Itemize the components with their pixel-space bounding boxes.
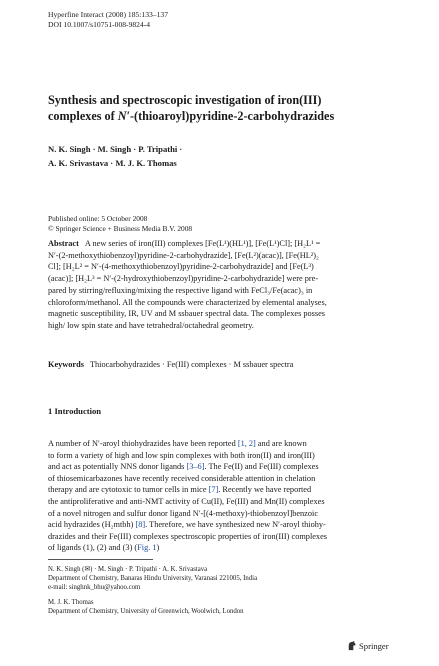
intro-text: acid hydrazides (H₂mtbh) xyxy=(48,520,136,530)
citation-link[interactable]: [8] xyxy=(135,520,146,530)
footnote-authors: N. K. Singh (✉) · M. Singh · P. Tripathi · A. K. Srivastava xyxy=(48,566,208,573)
abstract xyxy=(48,238,394,332)
journal-citation: Hyperfine Interact (2008) 185:133–137 xyxy=(48,10,168,19)
citation-link[interactable]: [7] xyxy=(208,485,219,495)
title-line-2-italic: N′ xyxy=(117,109,130,123)
keywords xyxy=(48,359,394,370)
footnote-department-1: Department of Chemistry, Banaras Hindu University, Varanasi 221005, India xyxy=(48,574,258,582)
keywords-text: Thiocarbohydrazides · Fe(III) complexes · M ssbauer spectra xyxy=(89,360,294,369)
figure-link[interactable]: Fig. 1 xyxy=(137,543,157,553)
springer-horse-icon xyxy=(346,640,357,651)
intro-line-6: the antiproliferative and anti-NMT activity of Cu(II), Fe(III) and Mn(II) complexes xyxy=(48,496,325,506)
citation-link[interactable]: [3–6] xyxy=(186,462,205,472)
title-line-2-pre: complexes of xyxy=(48,109,118,123)
abstract-line-7: magnetic susceptibility, IR, UV and M ssbauer spectral data. The complexes posses xyxy=(48,309,326,319)
author-list xyxy=(48,142,408,170)
intro-text: . Recently we have reported xyxy=(218,485,312,495)
paper-title xyxy=(48,92,408,124)
intro-text: of ligands (1), (2) and (3) ( xyxy=(48,543,138,553)
intro-line-10 xyxy=(48,542,394,554)
footnote-department-2: Department of Chemistry, University of Greenwich, Woolwich, London xyxy=(48,607,244,615)
abstract-label: Abstract xyxy=(48,239,79,248)
journal-header xyxy=(48,10,168,30)
abstract-line-5: pared by stirring/refluxing/mixing the respective ligand with FeCl₃/Fe(acac)₃ in xyxy=(48,285,313,295)
intro-text: ) xyxy=(156,543,160,553)
title-line-2 xyxy=(48,108,408,124)
published-date: Published online: 5 October 2008 xyxy=(48,214,148,223)
abstract-line-2: N′-(2-methoxythiobenzoyl)pyridine-2-carbohydrazide], [Fe(L²)(acac)], [Fe(HL²)₂ xyxy=(48,250,319,260)
footnote-thomas: M. J. K. Thomas xyxy=(48,599,94,606)
footnote-affiliation-2 xyxy=(48,599,394,617)
abstract-line-4: (acac)]; [H₂L³ = N′-(2-hydroxythiobenzoyl)pyridine-2-carbohydrazide] were pre- xyxy=(48,274,319,284)
authors-line-2: A. K. Srivastava · M. J. K. Thomas xyxy=(48,158,177,168)
introduction-paragraph xyxy=(48,438,394,554)
intro-line-5 xyxy=(48,484,394,496)
section-heading: 1 Introduction xyxy=(48,406,102,416)
intro-line-2: to form a variety of high and low spin complexes with both iron(II) and iron(III) xyxy=(48,450,315,460)
keywords-label: Keywords xyxy=(48,360,84,369)
title-line-1: Synthesis and spectroscopic investigation of iron(III) xyxy=(48,93,322,107)
intro-line-1 xyxy=(48,438,394,450)
abstract-line-6: chloroform/methanol. All the compounds were characterized by elemental analyses, xyxy=(48,297,327,307)
footnote-affiliation-1 xyxy=(48,566,394,593)
intro-text: . The Fe(II) and Fe(III) complexes xyxy=(204,462,319,472)
footnote-email[interactable]: e-mail: singhnk_bhu@yahoo.com xyxy=(48,583,141,591)
springer-wordmark: Springer xyxy=(359,640,389,651)
intro-line-9: drazides and their Fe(III) complexes spectroscopic properties of iron(III) complexes xyxy=(48,531,327,541)
copyright-notice: © Springer Science + Business Media B.V. 2008 xyxy=(48,223,193,233)
abstract-line-3: Cl]; [H₂L² = N′-(4-methoxythiobenzoyl)pyridine-2-carbohydrazide] and [Fe(L³) xyxy=(48,262,314,272)
authors-line-1: N. K. Singh · M. Singh · P. Tripathi · xyxy=(48,144,183,154)
intro-text: A number of N′-aroyl thiohydrazides have been reported xyxy=(48,439,238,448)
title-line-2-post: -(thioaroyl)pyridine-2-carbohydrazides xyxy=(129,109,335,123)
abstract-line-8: high/ low spin state and have tetrahedral/octahedral geometry. xyxy=(48,320,254,330)
intro-line-7: of a novel nitrogen and sulfur donor ligand N′-[(4-methoxy)-thiobenzoyl]benzoic xyxy=(48,508,319,518)
intro-line-3 xyxy=(48,461,394,473)
abstract-line-1 xyxy=(48,238,394,250)
intro-text: . Therefore, we have synthesized new N′-aroyl thiohy- xyxy=(145,520,326,530)
publication-info xyxy=(48,214,192,233)
footnote-divider xyxy=(48,559,153,560)
intro-line-8 xyxy=(48,519,394,531)
intro-text: and are known xyxy=(255,439,307,448)
intro-line-4: of thiosemicarbazones have recently received considerable attention in chelation xyxy=(48,473,316,483)
springer-logo xyxy=(346,640,389,651)
abstract-text-1: A new series of iron(III) complexes [Fe(L¹)(HL¹)], [Fe(L¹)Cl]; [H₂L¹ = xyxy=(84,239,321,248)
intro-text: therapy and are cytotoxic to tumor cells in mice xyxy=(48,485,209,495)
intro-text: and act as potentially NNS donor ligands xyxy=(48,462,187,472)
citation-link[interactable]: [1, 2] xyxy=(237,439,256,448)
journal-doi: DOI 10.1007/s10751-008-9824-4 xyxy=(48,20,151,29)
